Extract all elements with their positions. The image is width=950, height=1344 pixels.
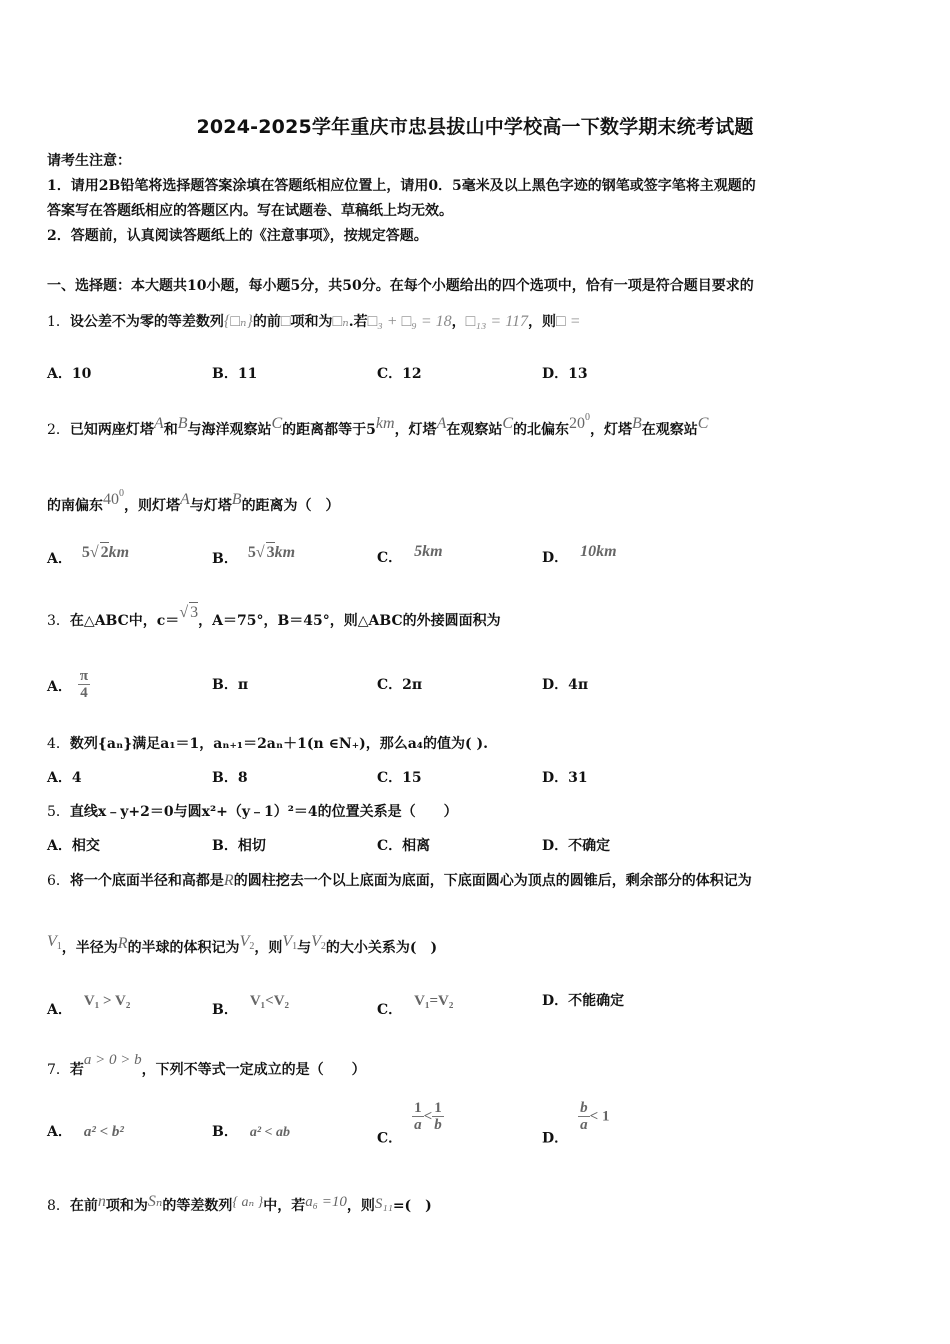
notice-item-1-line-1: 1．请用2B铅笔将选择题答案涂填在答题纸相应位置上，请用0．5毫米及以上黑色字迹的钢笔或签字笔将主观题的: [47, 178, 756, 194]
q2-option-b: B． 5√ 3km: [212, 544, 296, 567]
q5-option-d: D．不确定: [542, 838, 611, 854]
q2-option-c: C． 5km: [377, 543, 443, 566]
q4-option-b: B．8: [212, 770, 248, 786]
notice-heading: 请考生注意：: [47, 153, 131, 169]
q6-option-a: A．V₁ > V₂: [47, 993, 131, 1018]
question-6-line-2: $V_1$，半径为R的半球的体积记为$V_2$，则$V_1$与$V_2$的大小关系为( ): [47, 933, 438, 956]
q7-option-a: A． a² < b²: [47, 1124, 124, 1140]
q1-option-a: A．10: [47, 366, 92, 382]
question-3: 3．在△ABC中，c＝√ 3，A＝75°，B＝45°，则△ABC的外接圆面积为: [47, 604, 501, 629]
q4-option-d: D．31: [542, 770, 588, 786]
question-8: 8．在前n项和为Sₙ的等差数列{ aₙ }中，若a₆ =10，则S₁₁=( ): [47, 1193, 432, 1214]
q1-option-d: D．13: [542, 366, 588, 382]
question-4: 4．数列{aₙ}满足a₁＝1，aₙ₊₁＝2aₙ＋1(n ∈N₊)，那么a₄的值为( ).: [47, 736, 488, 752]
notice-item-2: 2．答题前，认真阅读答题纸上的《注意事项》，按规定答题。: [47, 228, 428, 244]
q7-option-c: C． $\frac{1}{a}$ < $\frac{1}{b}$: [377, 1100, 442, 1147]
q6-option-b: B．V₁<V₂: [212, 993, 290, 1018]
question-6-line-1: 6．将一个底面半径和高都是R的圆柱挖去一个以上底面为底面，下底面圆心为顶点的圆锥后，剩余部分的体积记为: [47, 872, 752, 889]
q3-option-c: C．2π: [377, 677, 423, 693]
question-5: 5．直线x﹣y+2＝0与圆x²+（y﹣1）²＝4的位置关系是（ ）: [47, 804, 458, 820]
q6-option-d: D．不能确定: [542, 993, 625, 1009]
q5-option-c: C．相离: [377, 838, 431, 854]
q1-option-c: C．12: [377, 366, 422, 382]
q3-option-b: B．π: [212, 677, 249, 693]
q7-option-b: B． a² < ab: [212, 1124, 291, 1140]
question-2-line-2: 的南偏东$40^0$，则灯塔A与灯塔B的距离为（ ）: [47, 488, 340, 514]
q6-option-c: C．V₁=V₂: [377, 993, 454, 1018]
page-title: 2024-2025学年重庆市忠县拔山中学校高一下数学期末统考试题: [196, 116, 754, 138]
q2-option-d: D． 10km: [542, 543, 617, 566]
q4-option-c: C．15: [377, 770, 422, 786]
question-7: 7．若a > 0 > b，下列不等式一定成立的是（ ）: [47, 1052, 366, 1078]
question-2-line-1: 2．已知两座灯塔A和B与海洋观察站C的距离都等于5km，灯塔A在观察站C的北偏东$20^0$，灯塔B在观察站C: [47, 412, 709, 438]
q2-option-a: A． 5√ 2km: [47, 544, 130, 567]
q3-option-a: A． $\frac{\pi}{4}$: [47, 668, 89, 701]
notice-item-1-line-2: 答案写在答题纸相应的答题区内。写在试题卷、草稿纸上均无效。: [47, 203, 453, 219]
q3-option-d: D．4π: [542, 677, 589, 693]
q4-option-a: A．4: [47, 770, 82, 786]
q5-option-a: A．相交: [47, 838, 100, 854]
q7-option-d: D． $\frac{b}{a}$ < 1: [542, 1100, 610, 1147]
section-heading: 一、选择题：本大题共10小题，每小题5分，共50分。在每个小题给出的四个选项中，恰有一项是符合题目要求的: [47, 278, 754, 294]
q1-option-b: B．11: [212, 366, 258, 382]
q5-option-b: B．相切: [212, 838, 266, 854]
question-1: 1．设公差不为零的等差数列{□ₙ}的前□项和为□ₙ.若□₃ + □₉ = 18，□₁₃ = 117，则□ =: [47, 313, 581, 330]
